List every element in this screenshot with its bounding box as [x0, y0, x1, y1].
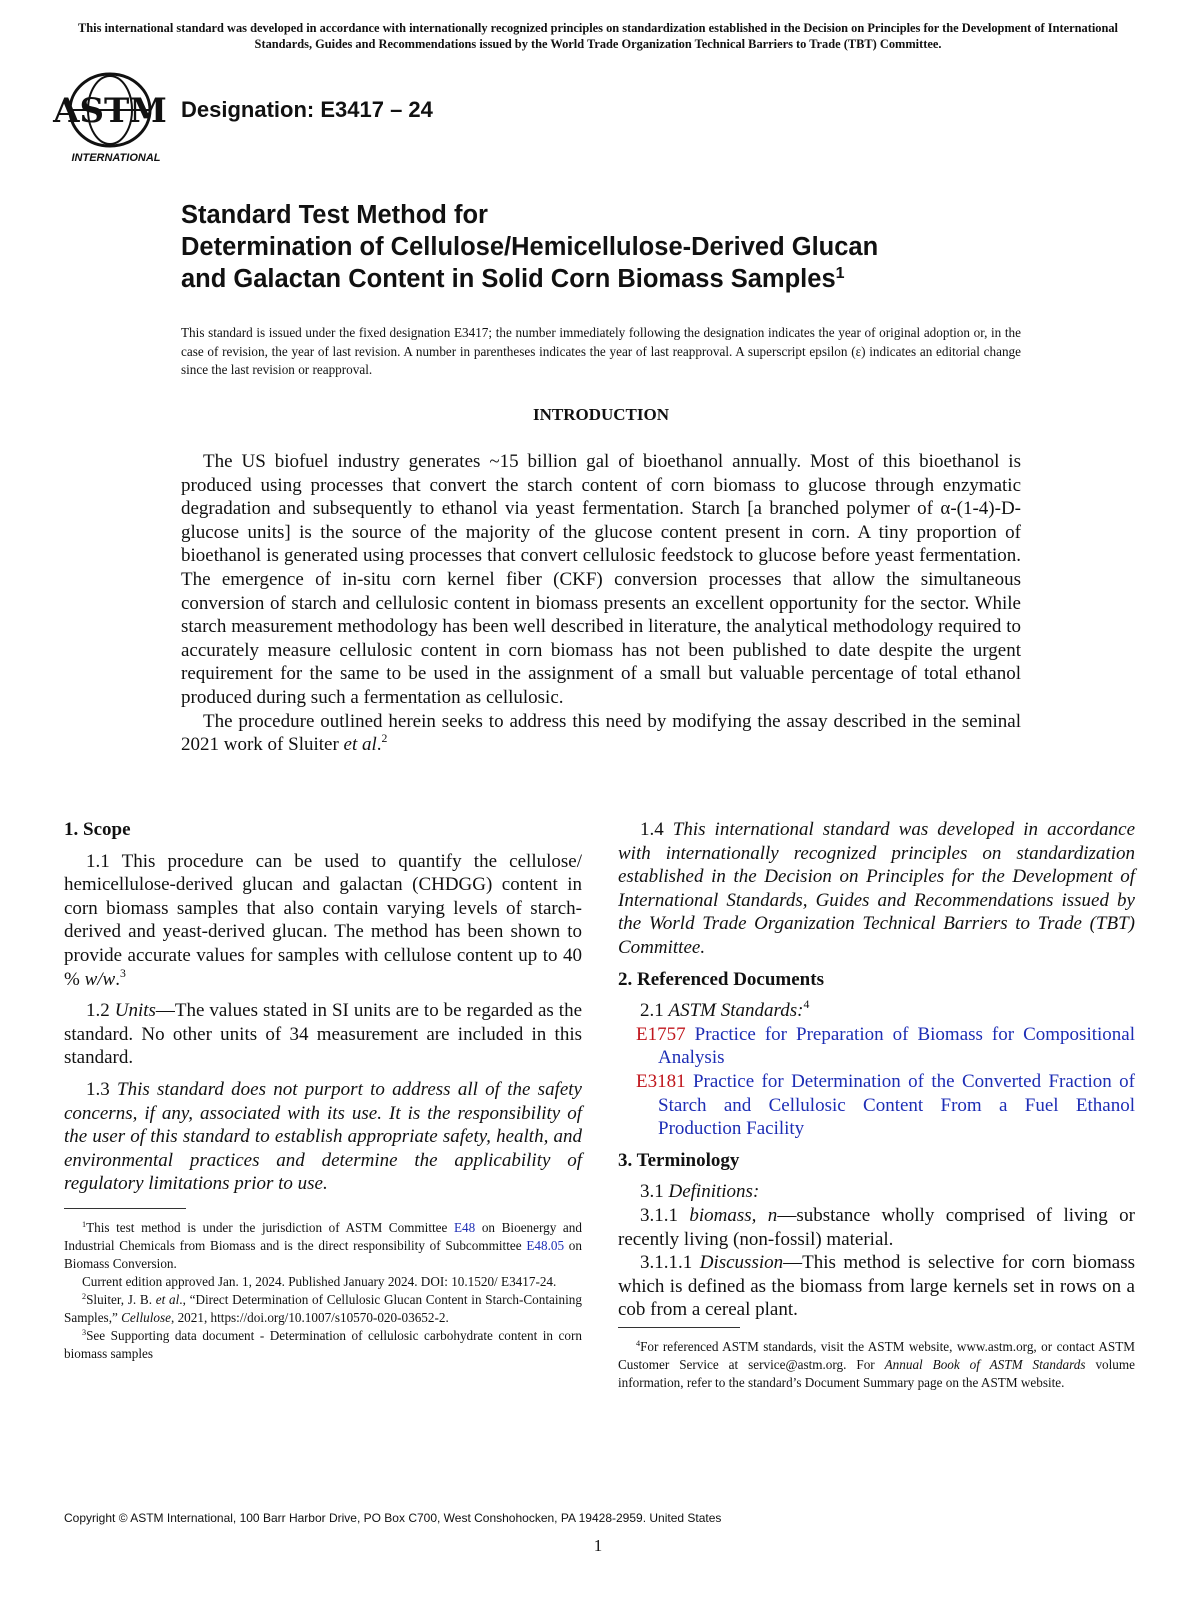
footnote-2: [64, 1291, 582, 1327]
footnote-1-mark: 1: [82, 1220, 87, 1229]
footnotes-right: [618, 1327, 1135, 1392]
footnote-4: [618, 1338, 1135, 1392]
intro-p2-italic: et al: [343, 734, 377, 756]
footnote-divider: [64, 1208, 186, 1209]
section-1-1-text: 1.1 This procedure can be used to quantify the cellulose/ hemicellulose-derived glucan and galactan (CHDGG) content in corn biomass samples that also contain varying levels of starch-derived and yeast-derived glucan. The method has been shown to provide accurate values for samples with cellulose content up to 40 %: [64, 850, 582, 990]
section-3-1-1-1-text: —This method is selective for corn biomass which is defined as the biomass from large kernels set in rows on a cob from a cereal plant.: [618, 1252, 1135, 1321]
intro-p2-period: .: [376, 734, 382, 756]
logo-letters: ASTM: [53, 91, 167, 131]
section-1-2-text: —The values stated in SI units are to be regarded as the standard. No other units of 34 measurement are included in this standard.: [64, 1000, 583, 1069]
logo-org-text: INTERNATIONAL: [71, 152, 161, 164]
section-1-1-period: .: [115, 968, 120, 990]
footnote-1-edition: Current edition approved Jan. 1, 2024. Published January 2024. DOI: 10.1520/ E3417-24.: [82, 1274, 557, 1289]
reference-code[interactable]: E1757: [636, 1023, 686, 1045]
footnote-3-mark: 3: [82, 1328, 87, 1337]
section-3-1-1-1: [618, 1251, 1135, 1322]
footnote-1-text-b: on Bioenergy and Industrial Chemicals from Biomass and is the direct responsibility of Subcommittee: [64, 1220, 582, 1253]
document-title: [181, 199, 1061, 295]
section-3-1-1-1-number: 3.1.1.1: [640, 1252, 700, 1274]
introduction-paragraph-1: The US biofuel industry generates ~15 billion gal of bioethanol annually. Most of this bioethanol is produced using processes that convert the starch content of corn biomass to glucose through enzymatic degradation and subsequently to ethanol via yeast fermentation. Starch [a branched polymer of α-(1-4)-D-glucose units] is the source of the majority of the glucose content present in corn. A tiny proportion of bioethanol is generated using processes that convert cellulosic feedstock to glucose before yeast fermentation. The emergence of in-situ corn kernel fiber (CKF) conversion processes that allow the simultaneous conversion of starch and cellulosic content in biomass presents an excellent opportunity for the sector. While starch measurement methodology has been well described in literature, the analytical methodology required to accurately measure cellulosic content in corn biomass has not been published to date despite the urgent requirement for the same to be used in the assignment of a small but valuable percentage of total ethanol produced during such a fermentation as cellulosic.: [181, 451, 1021, 708]
intro-p2-text: The procedure outlined herein seeks to address this need by modifying the assay described in the seminal 2021 work of Sluiter: [181, 710, 1021, 756]
footnote-ref-3[interactable]: 3: [119, 966, 126, 980]
footnote-3-text: See Supporting data document - Determination of cellulosic carbohydrate content in corn biomass samples: [64, 1328, 582, 1361]
footnote-1-text-c: on Biomass Conversion.: [64, 1238, 582, 1271]
reference-code[interactable]: E3181: [636, 1070, 686, 1092]
designation: Designation: E3417 – 24: [181, 97, 433, 122]
header-notice: This international standard was developed in accordance with internationally recognized principles on standardization established in the Decision on Principles for the Development of International Standards, Guides and Recommendations issued by the World Trade Organization Technical Barriers to Trade (TBT) Committee.: [77, 21, 1119, 51]
reference-title[interactable]: Practice for Preparation of Biomass for Compositional Analysis: [658, 1023, 1136, 1069]
introduction-paragraph-2: [181, 710, 1021, 757]
section-1-1-unit: w/w: [84, 968, 116, 990]
section-3-1: [618, 1180, 1135, 1204]
footnote-ref-4[interactable]: 4: [803, 998, 810, 1012]
title-line-3: and Galactan Content in Solid Corn Biomass Samples: [181, 265, 836, 293]
section-1-3-number: 1.3: [86, 1078, 118, 1100]
footnote-2-mark: 2: [82, 1292, 87, 1301]
issued-note: This standard is issued under the fixed designation E3417; the number immediately following the designation indicates the year of original adoption or, in the case of revision, the year of last revision. A number in parentheses indicates the year of last reapproval. A superscript epsilon (ε) indicates an editorial change since the last revision or reapproval.: [181, 325, 1021, 377]
subcommittee-link[interactable]: E48.05: [526, 1238, 565, 1253]
footnote-4-text-b: volume information, refer to the standard’s Document Summary page on the ASTM website.: [618, 1357, 1135, 1390]
reference-item[interactable]: [618, 1070, 1135, 1141]
footnote-4-mark: 4: [636, 1339, 641, 1348]
footnote-2-text-c: , 2021, https://doi.org/10.1007/s10570-020-03652-2.: [170, 1310, 449, 1325]
section-1-2-term: Units: [114, 1000, 156, 1022]
page-number: 1: [593, 1536, 603, 1555]
section-referenced-documents-heading: 2. Referenced Documents: [618, 968, 824, 990]
section-3-1-1: [618, 1204, 1135, 1251]
section-3-1-term: Definitions:: [668, 1181, 760, 1203]
section-1-3: [64, 1078, 582, 1196]
section-1-4-text: This international standard was developed in accordance with internationally recognized principles on standardization established in the Decision on Principles for the Development of International Standards, Guides and Recommendations issued by the World Trade Organization Technical Barriers to Trade (TBT) Committee.: [618, 819, 1136, 958]
section-3-1-1-text: —substance wholly comprised of living or recently living (non-fossil) material.: [618, 1204, 1136, 1250]
section-3-1-number: 3.1: [640, 1181, 669, 1203]
footnote-divider: [618, 1327, 740, 1328]
footnotes-left: [64, 1208, 582, 1363]
astm-logo: [53, 70, 170, 166]
section-2-1-term: ASTM Standards:: [668, 1000, 804, 1022]
footnote-1-text-a: This test method is under the jurisdiction of ASTM Committee: [86, 1220, 454, 1235]
title-line-1: Standard Test Method for: [181, 201, 488, 229]
footnote-1: [64, 1219, 582, 1273]
committee-link[interactable]: E48: [453, 1220, 476, 1235]
section-1-2: [64, 999, 582, 1070]
footnote-2-italic-a: et al: [155, 1292, 180, 1307]
introduction-heading: INTRODUCTION: [532, 405, 670, 424]
section-3-1-1-term: biomass, n: [689, 1204, 778, 1226]
section-1-1: [64, 850, 582, 992]
footnote-2-text-b: ., “Direct Determination of Cellulosic Glucan Content in Starch-Containing Samples,”: [64, 1292, 582, 1325]
title-line-2: Determination of Cellulose/Hemicellulose-Derived Glucan: [181, 233, 879, 261]
footnote-2-text-a: Sluiter, J. B.: [86, 1292, 156, 1307]
section-scope-heading: 1. Scope: [64, 819, 131, 840]
right-column: [618, 818, 1135, 1330]
section-1-2-number: 1.2: [86, 1000, 115, 1022]
section-1-4-number: 1.4: [640, 819, 673, 840]
title-footnote-mark: 1: [835, 265, 845, 282]
section-3-1-1-1-term: Discussion: [699, 1252, 784, 1274]
section-3-1-1-number: 3.1.1: [640, 1204, 690, 1226]
footnote-4-text-a: For referenced ASTM standards, visit the ASTM website, www.astm.org, or contact ASTM Customer Service at service@astm.org. For: [618, 1339, 1135, 1372]
reference-item[interactable]: [618, 1023, 1135, 1070]
footnote-4-italic: Annual Book of ASTM Standards: [884, 1357, 1086, 1372]
section-terminology-heading: 3. Terminology: [618, 1149, 740, 1171]
section-1-4: [618, 818, 1135, 960]
section-1-3-text: This standard does not purport to address all of the safety concerns, if any, associated with its use. It is the responsibility of the user of this standard to establish appropriate safety, health, and environmental practices and determine the applicability of regulatory limitations prior to use.: [64, 1078, 582, 1195]
reference-title[interactable]: Practice for Determination of the Converted Fraction of Starch and Cellulosic Content From a Fuel Ethanol Production Facility: [658, 1070, 1135, 1140]
footnote-2-journal: Cellulose: [121, 1310, 171, 1325]
left-column: [64, 818, 582, 1204]
copyright-line: Copyright © ASTM International, 100 Barr Harbor Drive, PO Box C700, West Conshohocken, PA 19428-2959. United States: [64, 1511, 722, 1525]
section-2-1-number: 2.1: [640, 1000, 669, 1022]
footnote-3: [64, 1327, 582, 1363]
footnote-ref-2[interactable]: 2: [381, 732, 388, 746]
introduction: [181, 450, 1021, 757]
section-2-1: [618, 999, 1135, 1023]
